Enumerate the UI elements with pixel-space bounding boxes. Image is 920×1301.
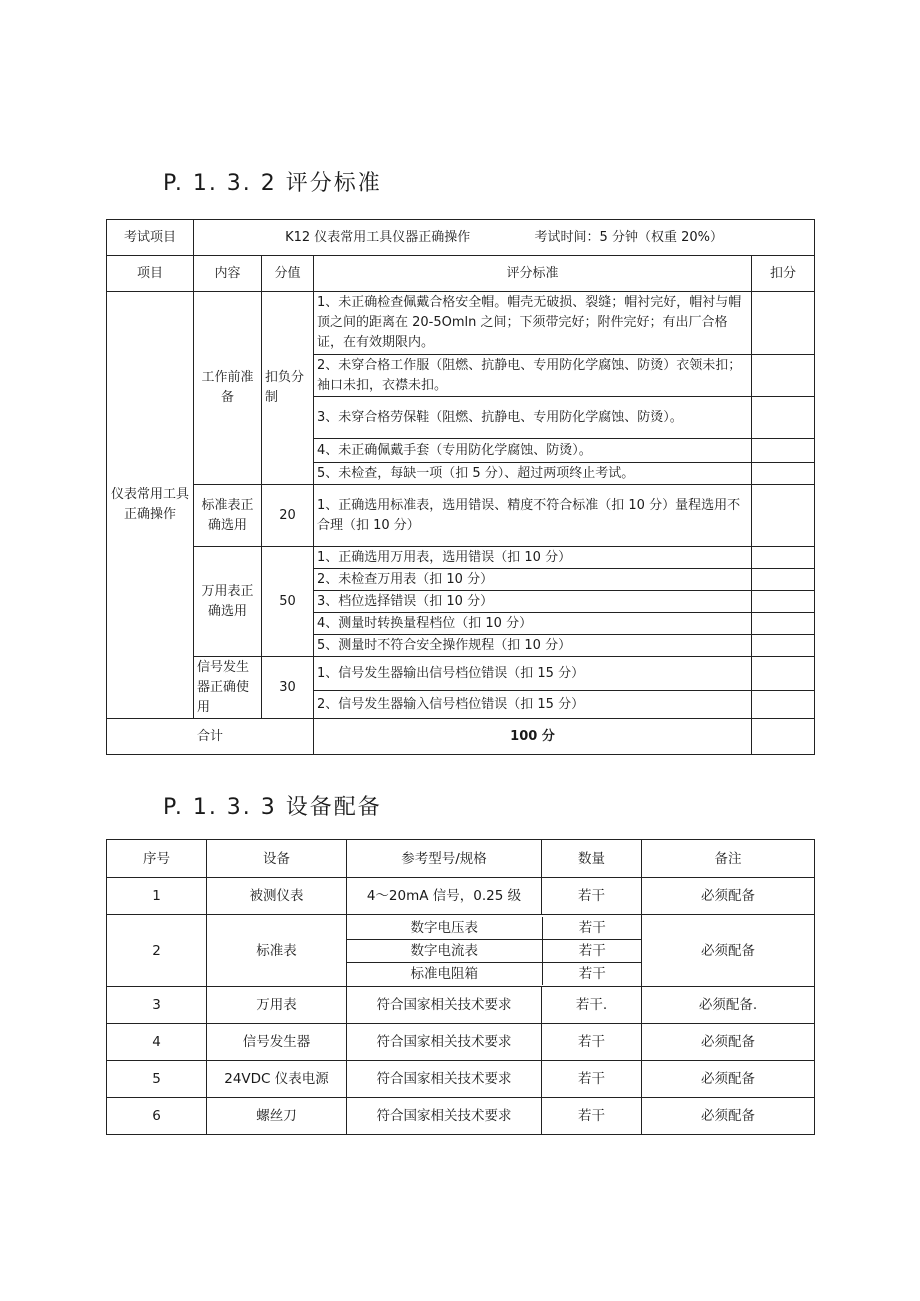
criteria-cell: 5、未检查，每缺一项（扣 5 分）、超过两项终止考试。 (314, 463, 752, 485)
content-cell: 标准表正确选用 (194, 485, 262, 547)
header-content: 内容 (194, 256, 262, 292)
header-criteria: 评分标准 (314, 256, 752, 292)
content-cell: 工作前准备 (194, 292, 262, 485)
deduction-cell (752, 485, 815, 547)
row-no: 1 (107, 878, 207, 915)
section-title-scoring: P. 1. 3. 2 评分标准 (163, 171, 382, 196)
criteria-cell: 1、未正确检查佩戴合格安全帽。帽壳无破损、裂缝；帽衬完好，帽衬与帽顶之间的距离在 20-5Omln 之间；下须带完好；附件完好；有出厂合格证，在有效期限内。 (314, 292, 752, 355)
sub-spec: 数字电压表 (347, 917, 542, 940)
row-note: 必须配备 (642, 1098, 815, 1135)
header-qty: 数量 (542, 840, 642, 878)
equipment-table (106, 839, 815, 1135)
sub-spec: 标准电阻箱 (347, 962, 542, 985)
row-no: 2 (107, 915, 207, 987)
row-spec: 符合国家相关技术要求 (347, 987, 542, 1024)
header-note: 备注 (642, 840, 815, 878)
criteria-cell: 2、未检查万用表（扣 10 分） (314, 569, 752, 591)
row-note: 必须配备 (642, 1061, 815, 1098)
exam-item-info (194, 220, 815, 256)
row-qty: 若干 (542, 878, 642, 915)
sub-qty: 若干 (542, 939, 642, 962)
row-spec: 符合国家相关技术要求 (347, 1098, 542, 1135)
row-spec: 4～20mA 信号，0.25 级 (347, 878, 542, 915)
row-qty: 若干 (542, 1061, 642, 1098)
score-cell: 30 (262, 657, 314, 719)
score-cell: 扣负分制 (262, 292, 314, 485)
row-device: 万用表 (207, 987, 347, 1024)
row-no: 3 (107, 987, 207, 1024)
deduction-cell (752, 691, 815, 719)
row-device: 24VDC 仪表电源 (207, 1061, 347, 1098)
criteria-cell: 1、正确选用万用表，选用错误（扣 10 分） (314, 547, 752, 569)
criteria-cell: 5、测量时不符合安全操作规程（扣 10 分） (314, 635, 752, 657)
project-cell: 仪表常用工具正确操作 (107, 292, 194, 719)
exam-item-value: K12 仪表常用工具仪器正确操作 (285, 229, 471, 245)
deduction-cell (752, 292, 815, 355)
deduction-cell (752, 355, 815, 397)
score-cell: 20 (262, 485, 314, 547)
deduction-cell (752, 613, 815, 635)
criteria-cell: 3、未穿合格劳保鞋（阻燃、抗静电、专用防化学腐蚀、防烫）。 (314, 397, 752, 439)
scoring-table (106, 219, 815, 755)
exam-item-label: 考试项目 (107, 220, 194, 256)
header-spec: 参考型号/规格 (347, 840, 542, 878)
row-note: 必须配备 (642, 878, 815, 915)
row-qty: 若干. (542, 987, 642, 1024)
row-device: 螺丝刀 (207, 1098, 347, 1135)
header-score: 分值 (262, 256, 314, 292)
sub-spec: 数字电流表 (347, 939, 542, 962)
deduction-cell (752, 657, 815, 691)
score-cell: 50 (262, 547, 314, 657)
section-title-equipment: P. 1. 3. 3 设备配备 (163, 795, 382, 820)
row-spec: 符合国家相关技术要求 (347, 1024, 542, 1061)
deduction-cell (752, 719, 815, 755)
criteria-cell: 3、档位选择错误（扣 10 分） (314, 591, 752, 613)
criteria-cell: 2、未穿合格工作服（阻燃、抗静电、专用防化学腐蚀、防烫）衣领未扣；袖口未扣，衣襟未扣。 (314, 355, 752, 397)
row-device: 信号发生器 (207, 1024, 347, 1061)
row-device: 标准表 (207, 915, 347, 987)
row-no: 6 (107, 1098, 207, 1135)
row-no: 5 (107, 1061, 207, 1098)
deduction-cell (752, 463, 815, 485)
header-no: 序号 (107, 840, 207, 878)
header-device: 设备 (207, 840, 347, 878)
criteria-cell: 4、测量时转换量程档位（扣 10 分） (314, 613, 752, 635)
deduction-cell (752, 547, 815, 569)
criteria-cell: 4、未正确佩戴手套（专用防化学腐蚀、防烫）。 (314, 439, 752, 463)
row-spec: 符合国家相关技术要求 (347, 1061, 542, 1098)
criteria-cell: 2、信号发生器输入信号档位错误（扣 15 分） (314, 691, 752, 719)
header-deduction: 扣分 (752, 256, 815, 292)
row-qty: 若干 (542, 1098, 642, 1135)
deduction-cell (752, 439, 815, 463)
row-note: 必须配备 (642, 1024, 815, 1061)
total-value: 100 分 (314, 719, 752, 755)
deduction-cell (752, 569, 815, 591)
sub-qty: 若干 (578, 965, 606, 982)
criteria-cell: 1、正确选用标准表，选用错误、精度不符合标准（扣 10 分）量程选用不合理（扣 10 分） (314, 485, 752, 547)
deduction-cell (752, 397, 815, 439)
deduction-cell (752, 635, 815, 657)
row-note: 必须配备 (642, 915, 815, 987)
deduction-cell (752, 591, 815, 613)
row-no: 4 (107, 1024, 207, 1061)
content-cell: 信号发生器正确使用 (194, 657, 262, 719)
row-qty: 若干 (542, 1024, 642, 1061)
sub-qty: 若干 (542, 917, 642, 940)
row-device: 被测仪表 (207, 878, 347, 915)
total-label: 合计 (107, 719, 314, 755)
standard-meter-subtable (347, 915, 642, 987)
criteria-cell: 1、信号发生器输出信号档位错误（扣 15 分） (314, 657, 752, 691)
row-note: 必须配备. (642, 987, 815, 1024)
header-project: 项目 (107, 256, 194, 292)
exam-time: 考试时间：5 分钟（权重 20%） (534, 229, 723, 245)
content-cell: 万用表正确选用 (194, 547, 262, 657)
